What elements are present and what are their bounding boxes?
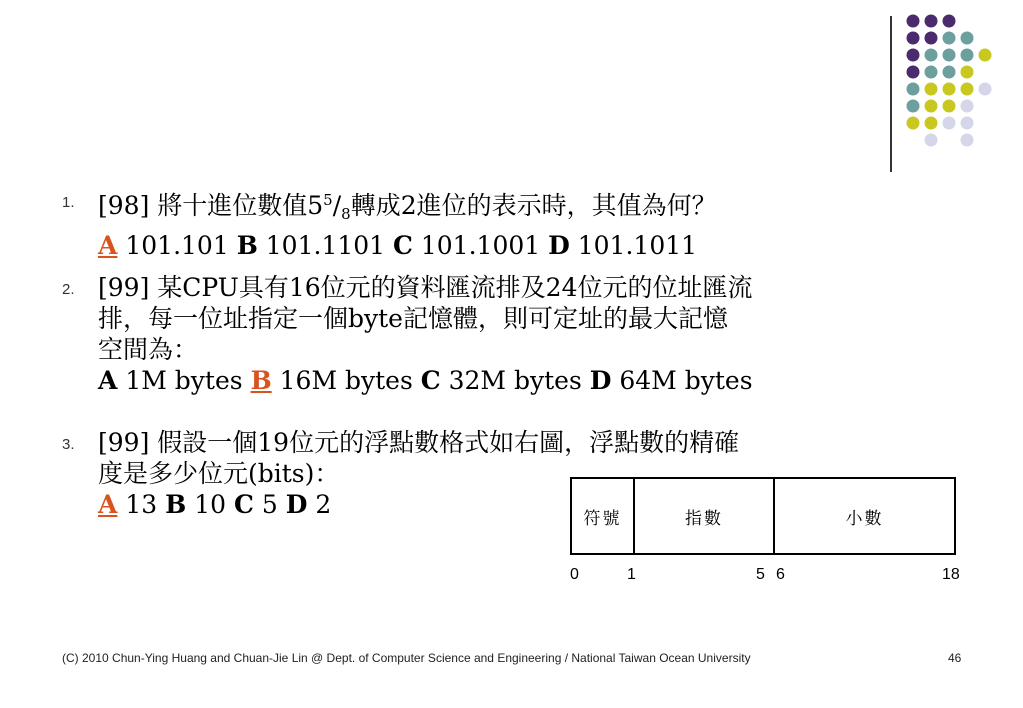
decorative-dot [961,32,974,45]
decorative-dot [925,49,938,62]
answer-marker: A [98,490,118,519]
bit-label-6: 6 [776,566,785,583]
decorative-dot [925,100,938,113]
answer-marker: A [98,231,118,260]
decorative-vertical-line [890,16,892,172]
page-number: 46 [948,651,962,665]
decorative-dot [979,49,992,62]
question-1-text: [98] 將十進位數值$5^5/_8$轉成2進位的表示時，其值為何？ [98,191,717,223]
decorative-dot [907,66,920,79]
question-3-text-line2: 度是多少位元(bits)： [98,459,340,488]
decorative-dot [961,66,974,79]
question-3-options: A 13 B 10 C 5 D 2 [98,490,332,519]
decorative-dot [907,49,920,62]
decorative-dot [961,134,974,147]
decorative-dot [961,117,974,130]
decorative-dot [943,117,956,130]
question-3-text-line1: [99] 假設一個19位元的浮點數格式如右圖，浮點數的精確 [98,428,740,457]
question-2-number: 2. [62,281,75,298]
decorative-dot [925,32,938,45]
question-2-text-line2: 排，每一位址指定一個byte記憶體，則可定址的最大記憶 [98,304,728,333]
footer-text: (C) 2010 Chun-Ying Huang and Chuan-Jie Lin @ Dept. of Computer Science and Engineering / National Taiwan Ocean University [62,651,751,665]
decorative-dot [943,83,956,96]
decorative-dot [961,100,974,113]
decorative-dot [943,100,956,113]
decorative-dot [907,83,920,96]
decorative-dot [907,100,920,113]
bit-label-18: 18 [942,566,960,583]
question-1-number: 1. [62,194,75,211]
question-2-text-line3: 空間為： [98,335,199,364]
question-2-options: A 1M bytes B 16M bytes C 32M bytes D 64M bytes [98,366,753,395]
bit-label-5: 5 [756,566,765,583]
question-3-number: 3. [62,436,75,453]
fraction-field: 小數 [845,508,884,529]
decorative-dot [943,32,956,45]
exponent-field: 指數 [635,479,775,553]
decorative-dot [961,83,974,96]
decorative-dot [925,83,938,96]
decorative-dot [979,83,992,96]
decorative-dot [907,32,920,45]
decorative-dot [925,66,938,79]
float-format-diagram [570,477,956,555]
bit-label-1: 1 [627,566,636,583]
decorative-dot [907,15,920,28]
decorative-dot [925,15,938,28]
decorative-dot [943,49,956,62]
sign-field: 符號 [572,479,635,553]
decorative-dot [943,66,956,79]
question-2-text-line1: [99] 某CPU具有16位元的資料匯流排及24位元的位址匯流 [98,273,753,302]
decorative-dot [943,15,956,28]
answer-marker: B [250,366,272,395]
decorative-dot [925,117,938,130]
decorative-dot [907,117,920,130]
decorative-dot [961,49,974,62]
bit-label-0: 0 [570,566,579,583]
decorative-dot [925,134,938,147]
decorative-dot-grid [905,14,1005,154]
question-1-options: A 101.101 B 101.1101 C 101.1001 D 101.1011 [98,231,698,260]
